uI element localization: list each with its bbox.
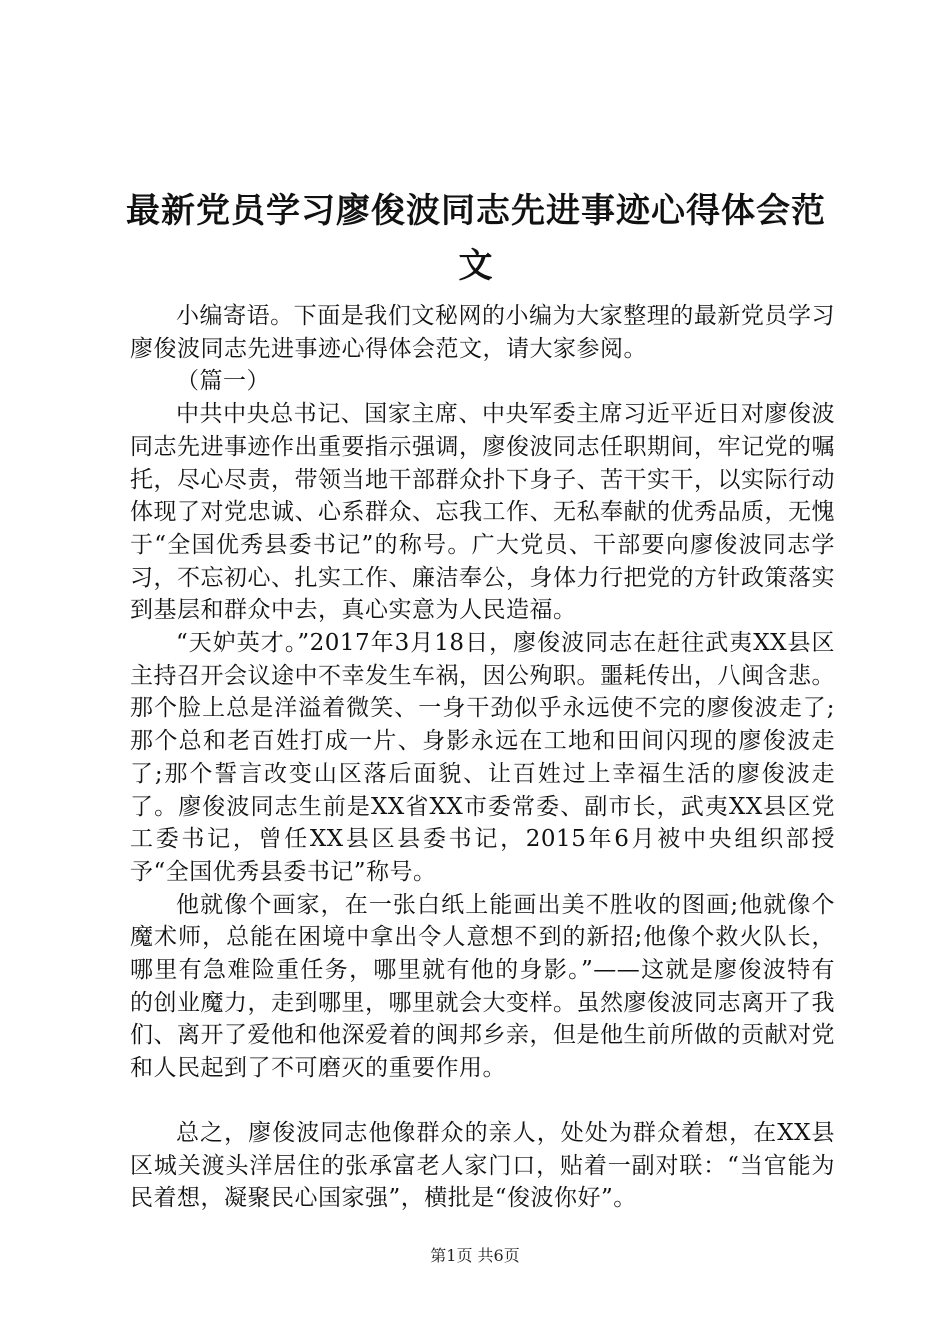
intro-paragraph: 小编寄语。下面是我们文秘网的小编为大家整理的最新党员学习廖俊波同志先进事迹心得体会范文，请大家参阅。 bbox=[130, 303, 835, 362]
document-body bbox=[130, 300, 835, 1215]
body-paragraph: 他就像个画家，在一张白纸上能画出美不胜收的图画;他就像个魔术师，总能在困境中拿出令人意想不到的新招;他像个救火队长，哪里有急难险重任务，哪里就有他的身影。”——这就是廖俊波特有的创业魔力，走到哪里，哪里就会大变样。虽然廖俊波同志离开了我们、离开了爱他和他深爱着的闽邦乡亲，但是他生前所做的贡献对党和人民起到了不可磨灭的重要作用。 bbox=[130, 891, 835, 1082]
document-title-line-1: 最新党员学习廖俊波同志先进事迹心得体会范 bbox=[126, 191, 826, 231]
section-heading: （篇一） bbox=[176, 368, 270, 395]
body-paragraph: 总之，廖俊波同志他像群众的亲人，处处为群众着想，在XX县区城关渡头洋居住的张承富老人家门口，贴着一副对联：“当官能为民着想，凝聚民心国家强”，横批是“俊波你好”。 bbox=[130, 1119, 835, 1212]
document-title-line-2: 文 bbox=[458, 246, 494, 286]
body-paragraph: 中共中央总书记、国家主席、中央军委主席习近平近日对廖俊波同志先进事迹作出重要指示强调，廖俊波同志任职期间，牢记党的嘱托，尽心尽责，带领当地干部群众扑下身子、苦干实干，以实际行动体现了对党忠诚、心系群众、忘我工作、无私奉献的优秀品质，无愧于“全国优秀县委书记”的称号。广大党员、干部要向廖俊波同志学习，不忘初心、扎实工作、廉洁奉公，身体力行把党的方针政策落实到基层和群众中去，真心实意为人民造福。 bbox=[130, 401, 835, 624]
page-number-footer: 第1页 共6页 bbox=[430, 1246, 520, 1265]
body-paragraph: “天妒英才。”2017年3月18日，廖俊波同志在赶往武夷XX县区主持召开会议途中不幸发生车祸，因公殉职。噩耗传出，八闽含悲。那个脸上总是洋溢着微笑、一身干劲似乎永远使不完的廖俊波走了;那个总和老百姓打成一片、身影永远在工地和田间闪现的廖俊波走了;那个誓言改变山区落后面貌、让百姓过上幸福生活的廖俊波走了。廖俊波同志生前是XX省XX市委常委、副市长，武夷XX县区党工委书记，曾任XX县区县委书记，2015年6月被中央组织部授予“全国优秀县委书记”称号。 bbox=[130, 630, 835, 885]
